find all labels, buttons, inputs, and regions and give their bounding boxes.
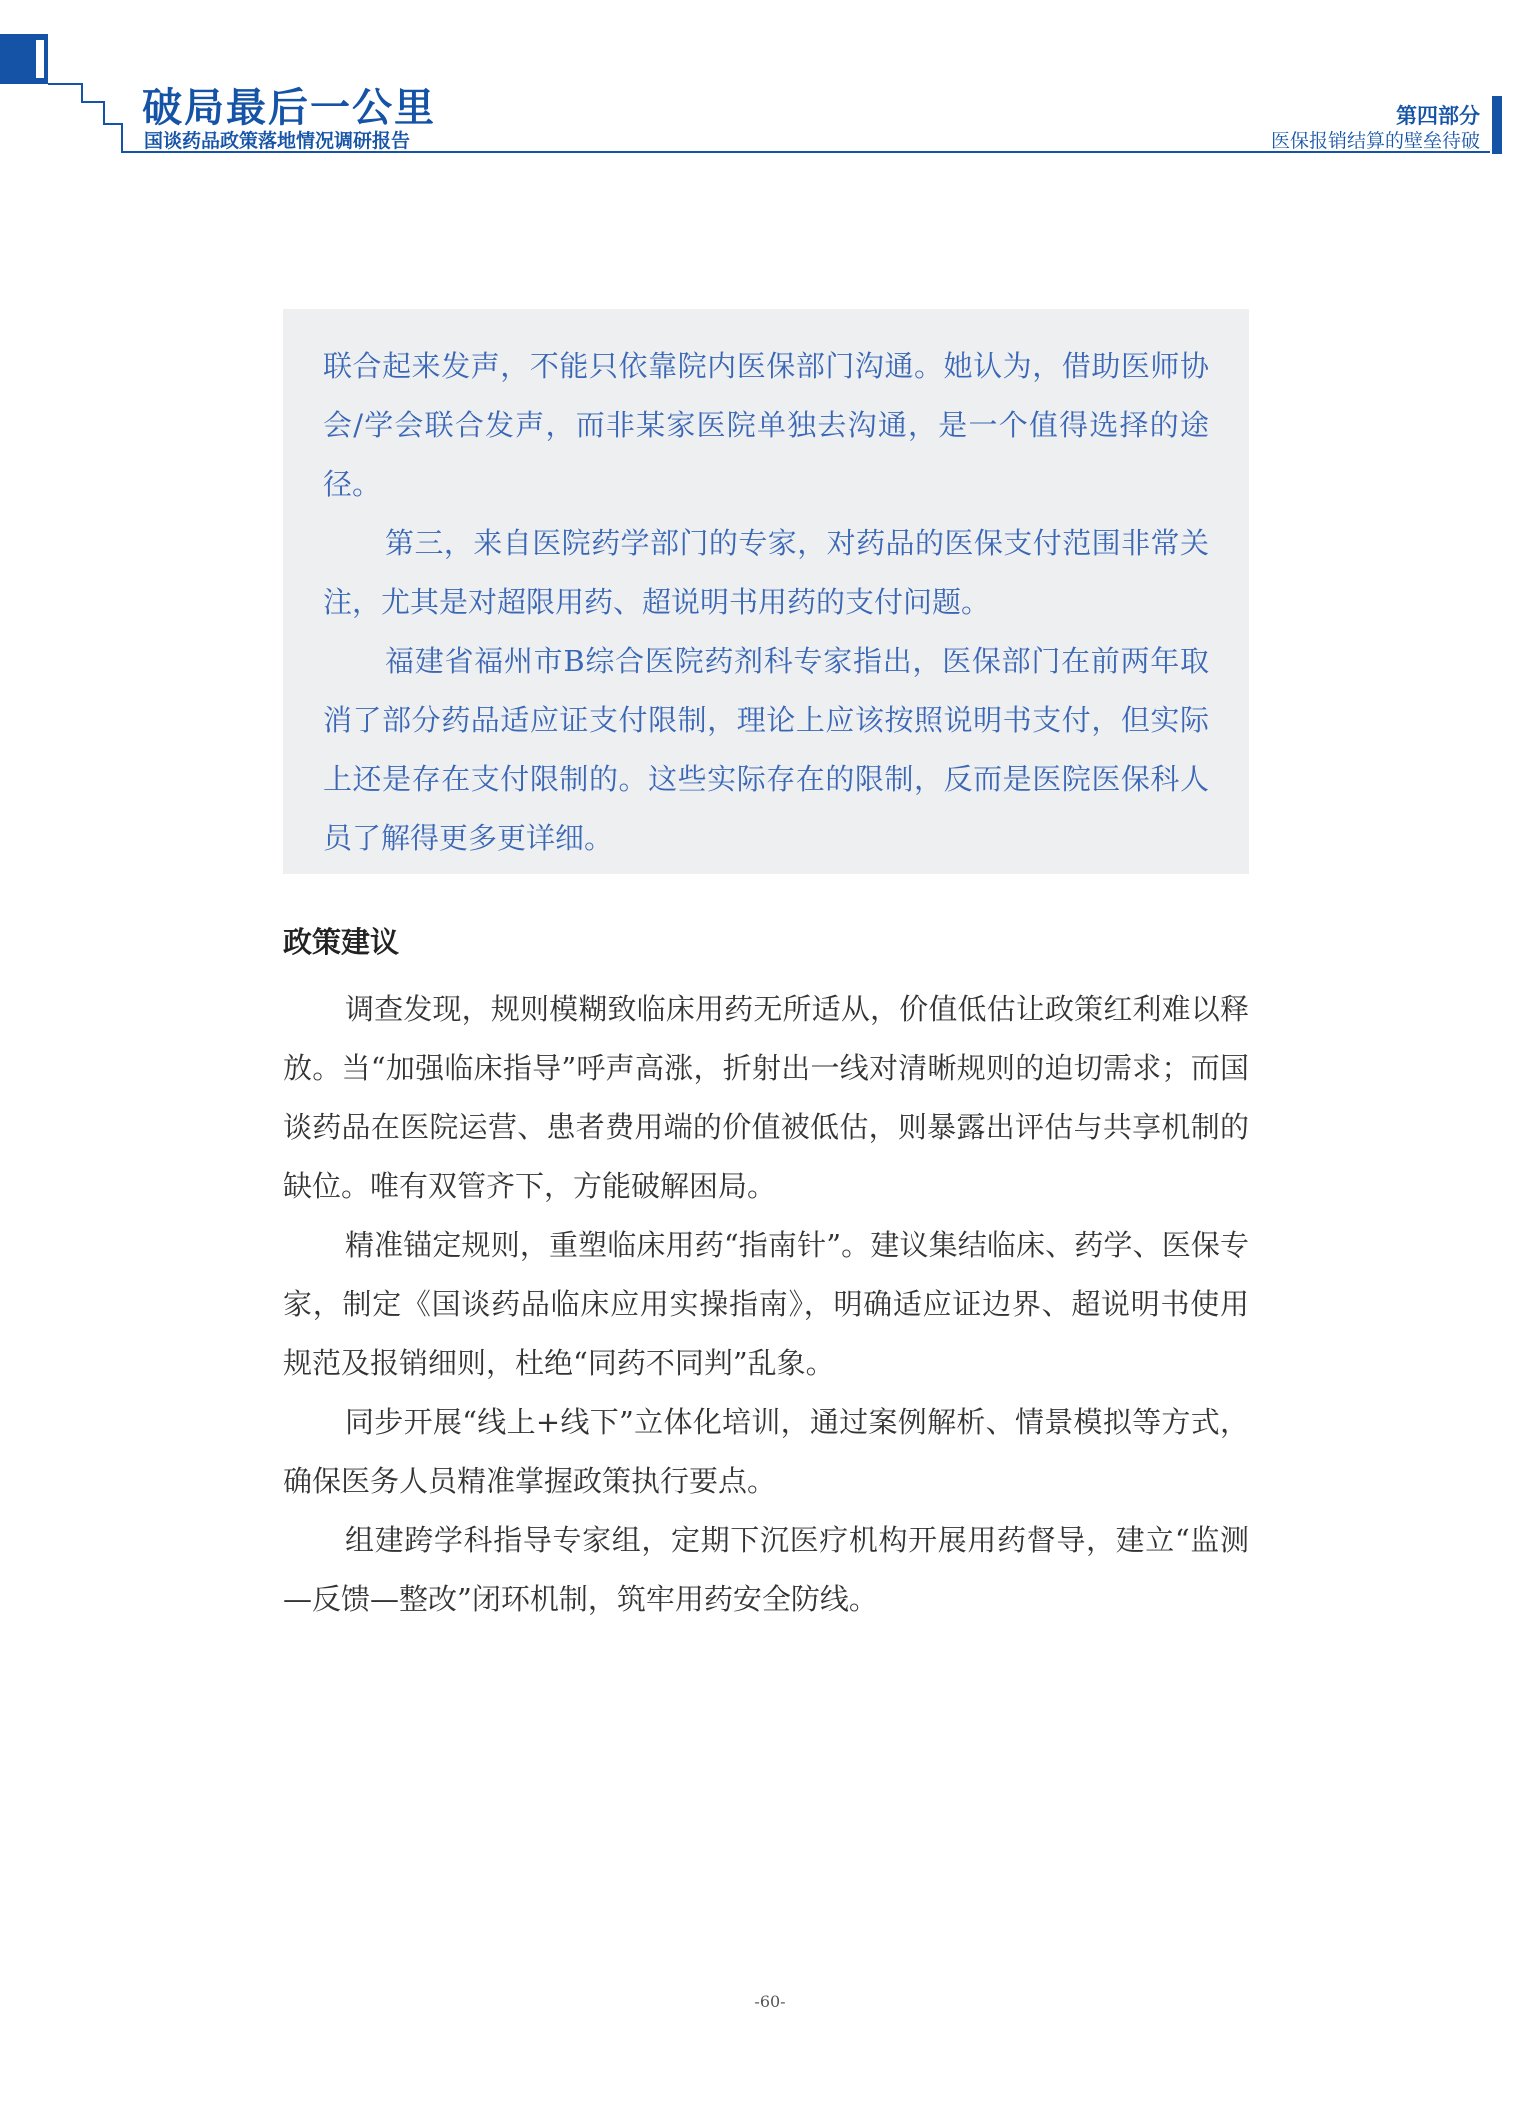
policy-recommendation-body: [283, 980, 1249, 1629]
corner-logo-mark: [36, 40, 44, 78]
quote-paragraph: 福建省福州市B综合医院药剂科专家指出，医保部门在前两年取消了部分药品适应证支付限制，理论上应该按照说明书支付，但实际上还是存在支付限制的。这些实际存在的限制，反而是医院医保科人员了解得更多更详细。: [323, 644, 1209, 855]
body-paragraph: 精准锚定规则，重塑临床用药“指南针”。建议集结临床、药学、医保专家，制定《国谈药品临床应用实操指南》，明确适应证边界、超说明书使用规范及报销细则，杜绝“同药不同判”乱象。: [283, 1228, 1249, 1380]
quote-paragraph: 联合起来发声，不能只依靠院内医保部门沟通。她认为，借助医师协会/学会联合发声，而非某家医院单独去沟通，是一个值得选择的途径。: [323, 349, 1209, 501]
section-heading: 政策建议: [283, 925, 400, 959]
part-subtitle: 医保报销结算的壁垒待破: [1270, 130, 1480, 152]
body-paragraph: 调查发现，规则模糊致临床用药无所适从，价值低估让政策红利难以释放。当“加强临床指导”呼声高涨，折射出一线对清晰规则的迫切需求；而国谈药品在医院运营、患者费用端的价值被低估，则暴露出评估与共享机制的缺位。唯有双管齐下，方能破解困局。: [283, 992, 1249, 1203]
body-paragraph: 同步开展“线上+线下”立体化培训，通过案例解析、情景模拟等方式，确保医务人员精准掌握政策执行要点。: [283, 1405, 1249, 1498]
part-title: 第四部分: [1396, 104, 1480, 128]
body-paragraph: 组建跨学科指导专家组，定期下沉医疗机构开展用药督导，建立“监测—反馈—整改”闭环机制，筑牢用药安全防线。: [283, 1523, 1249, 1616]
case-quote-box: [283, 309, 1249, 874]
page-number: -60-: [754, 1992, 786, 2011]
book-subtitle: 国谈药品政策落地情况调研报告: [144, 130, 411, 152]
quote-paragraph: 第三，来自医院药学部门的专家，对药品的医保支付范围非常关注，尤其是对超限用药、超说明书用药的支付问题。: [323, 526, 1209, 619]
page-header: [0, 0, 1540, 160]
book-title: 破局最后一公里: [142, 85, 436, 131]
header-accent-bar: [1492, 96, 1502, 154]
